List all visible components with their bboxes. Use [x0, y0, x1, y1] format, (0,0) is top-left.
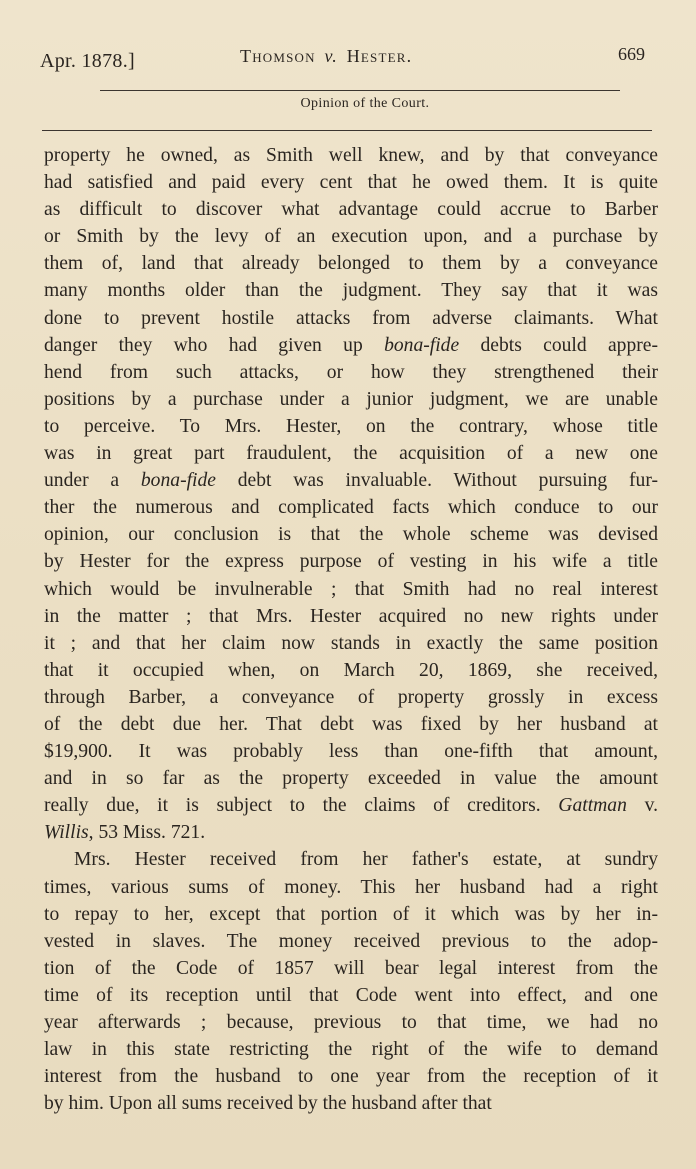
text-line [44, 603, 658, 630]
text-line [44, 548, 658, 575]
line-text: tion of the Code of 1857 will bear legal interest from the [44, 957, 658, 979]
text-line [44, 440, 658, 467]
line-text: or Smith by the levy of an execution upon, and a purchase by [44, 226, 658, 248]
line-text: under a [44, 470, 141, 492]
line-text: had satisfied and paid every cent that he owed them. It is quite [44, 172, 658, 194]
text-line [44, 142, 658, 169]
line-text: by him. Upon all sums received by the husband after that [44, 1093, 492, 1115]
text-line [44, 223, 658, 250]
line-text: that it occupied when, on March 20, 1869, she received, [44, 659, 658, 681]
line-text: property he owned, as Smith well knew, and by that conveyance [44, 145, 658, 166]
line-text: and in so far as the property exceeded in value the amount [44, 768, 658, 790]
text-line [44, 250, 658, 277]
header-case-title [240, 46, 412, 67]
header-title-v: v. [324, 46, 339, 66]
line-text: to repay to her, except that portion of it which was by her in- [44, 903, 658, 925]
italic-text: bona-fide [140, 470, 216, 492]
text-line [44, 169, 658, 196]
subheader-text: Opinion of the Court. [300, 96, 430, 111]
text-line [44, 982, 658, 1009]
line-text: debts could appre- [459, 334, 659, 356]
line-text: Mrs. Hester received from her father's estate, at sundry [74, 849, 658, 871]
line-text: ther the numerous and complicated facts which conduce to our [44, 497, 658, 519]
section-subheader [0, 96, 696, 112]
line-text: opinion, our conclusion is that the whole scheme was devised [44, 524, 658, 546]
line-text: through Barber, a conveyance of property grossly in excess [44, 686, 658, 708]
text-line [44, 738, 658, 765]
line-text: them of, land that already belonged to them by a conveyance [44, 253, 658, 275]
text-line [44, 846, 658, 873]
text-line [44, 576, 658, 603]
header-date: Apr. 1878.] [40, 50, 135, 72]
line-text: of the debt due her. That debt was fixed by her husband at [44, 713, 658, 735]
text-line [44, 955, 658, 982]
text-line [44, 711, 658, 738]
line-text: debt was invaluable. Without pursuing fur- [215, 470, 658, 492]
text-line [44, 1036, 658, 1063]
header-rule-bottom [42, 130, 652, 131]
text-line [44, 386, 658, 413]
line-text: positions by a purchase under a junior judgment, we are unable [44, 388, 658, 410]
header-title-right: Hester. [346, 46, 413, 66]
italic-text: bona-fide [384, 334, 460, 356]
line-text: danger they who had given up [44, 334, 385, 356]
line-text: times, various sums of money. This her husband had a right [44, 876, 658, 898]
line-text: which would be invulnerable ; that Smith had no real interest [44, 578, 658, 600]
line-text: v. [626, 795, 658, 817]
text-line [44, 928, 658, 955]
text-line [44, 765, 658, 792]
text-line [44, 521, 658, 548]
text-line [44, 630, 658, 657]
line-text: many months older than the judgment. They say that it was [44, 280, 658, 302]
line-text: vested in slaves. The money received previous to the adop- [44, 930, 658, 952]
line-text: was in great part fraudulent, the acquisition of a new one [44, 443, 658, 465]
text-line [44, 901, 658, 928]
line-text: as difficult to discover what advantage could accrue to Barber [44, 199, 658, 221]
line-text: interest from the husband to one year from the reception of it [44, 1066, 658, 1088]
running-header [40, 44, 660, 74]
text-line [44, 196, 658, 223]
text-line [44, 657, 658, 684]
line-text: hend from such attacks, or how they strengthened their [44, 361, 658, 383]
text-line [44, 684, 658, 711]
line-text: law in this state restricting the right of the wife to demand [44, 1039, 658, 1061]
line-text: it ; and that her claim now stands in exactly the same position [44, 632, 658, 654]
text-line [44, 332, 658, 359]
text-line [44, 467, 658, 494]
line-text: to perceive. To Mrs. Hester, on the contrary, whose title [44, 415, 658, 437]
line-text: done to prevent hostile attacks from adverse claimants. What [44, 307, 658, 329]
line-text: really due, it is subject to the claims of creditors. [44, 795, 559, 817]
text-line [44, 1009, 658, 1036]
header-title-left: Thomson [240, 46, 316, 66]
text-line [44, 874, 658, 901]
page-number: 669 [618, 44, 645, 64]
text-line [44, 277, 658, 304]
opinion-body-text [44, 142, 658, 1117]
line-text: $19,900. It was probably less than one-fifth that amount, [44, 741, 658, 763]
text-line [44, 305, 658, 332]
text-line [44, 359, 658, 386]
italic-text: Willis [44, 822, 89, 844]
text-line [44, 792, 658, 819]
line-text: year afterwards ; because, previous to that time, we had no [44, 1012, 658, 1033]
line-text: , 53 Miss. 721. [88, 822, 206, 844]
text-line [44, 1063, 658, 1090]
italic-text: Gattman [558, 795, 627, 817]
line-text: in the matter ; that Mrs. Hester acquired no new rights under [44, 605, 658, 627]
line-text: by Hester for the express purpose of vesting in his wife a title [44, 551, 658, 573]
line-text: time of its reception until that Code went into effect, and one [44, 984, 658, 1006]
text-line [44, 819, 658, 846]
text-line [44, 494, 658, 521]
text-line [44, 1090, 658, 1117]
header-rule-top [100, 90, 620, 91]
text-line [44, 413, 658, 440]
